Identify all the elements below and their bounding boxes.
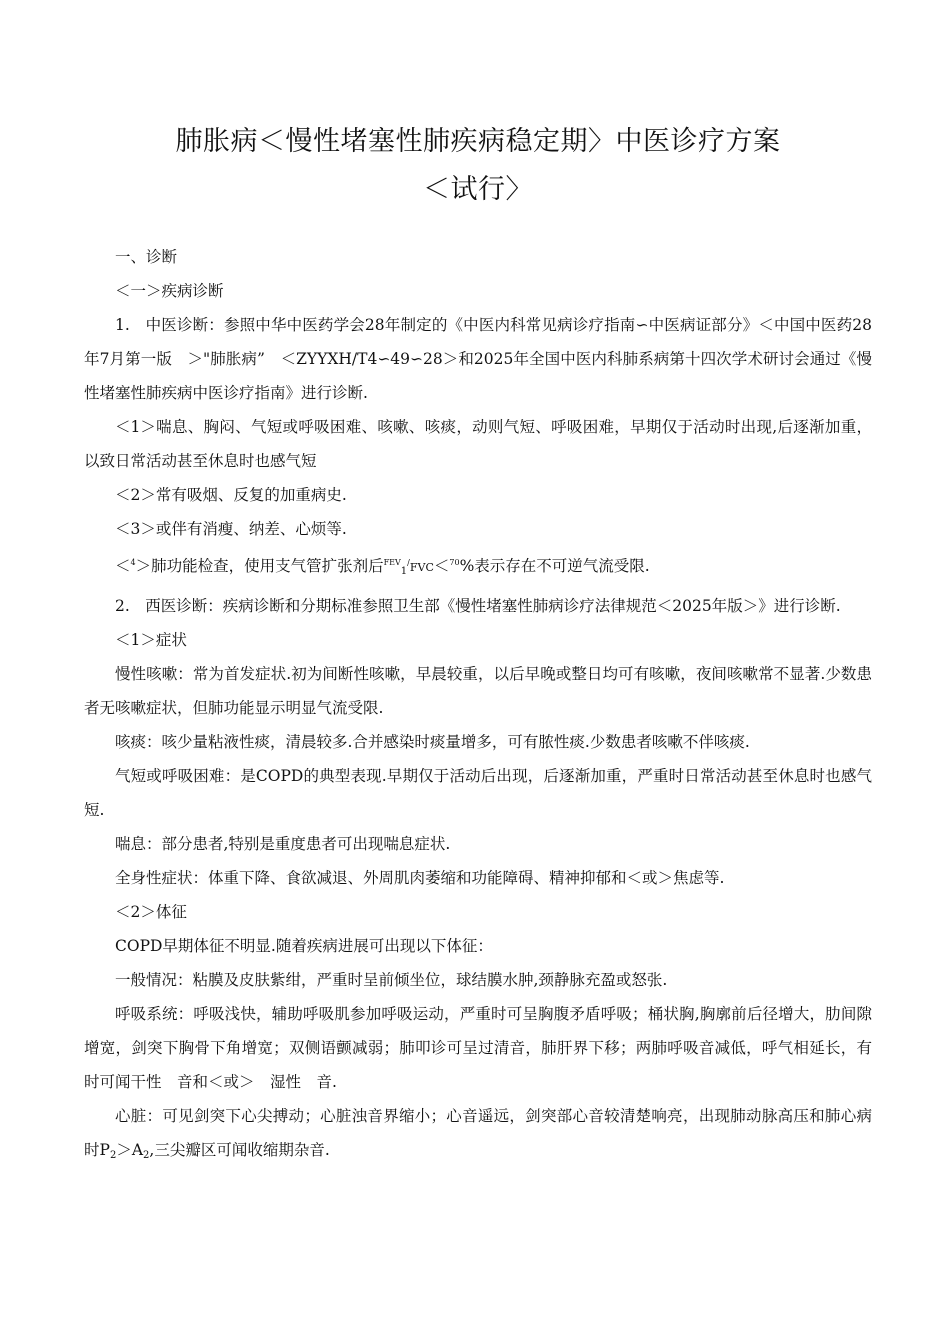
paragraph-chronic-cough: 慢性咳嗽：常为首发症状.初为间断性咳嗽，早晨较重，以后早晚或整日均可有咳嗽，夜间咳嗽常不显著.少数患者无咳嗽症状，但肺功能显示明显气流受限. bbox=[84, 665, 872, 717]
paragraph-early-signs: COPD早期体征不明显.随着疾病进展可出现以下体征： bbox=[115, 937, 493, 955]
spiro-number: 4 bbox=[130, 558, 136, 567]
document-page bbox=[84, 118, 872, 1173]
spiro-seventy: 70 bbox=[449, 558, 460, 567]
spiro-lt: ＜ bbox=[433, 557, 450, 575]
spiro-text-2: %表示存在不可逆气流受限. bbox=[459, 557, 650, 575]
spiro-text-1: ＞肺功能检查，使用支气管扩张剂后 bbox=[135, 557, 384, 575]
paragraph-systemic-symptoms: 全身性症状：体重下降、食欲减退、外周肌肉萎缩和功能障碍、精神抑郁和＜或＞焦虑等. bbox=[115, 869, 725, 887]
paragraph-dyspnea: 气短或呼吸困难：是COPD的典型表现.早期仅于活动后出现，后逐渐加重，严重时日常活动甚至休息时也感气短. bbox=[84, 767, 872, 819]
heart-sub-a: 2 bbox=[143, 1150, 150, 1161]
document-body bbox=[84, 240, 872, 1173]
section-heading-diagnosis: 一、诊断 bbox=[115, 248, 178, 266]
subsection-heading-signs: ＜2＞体征 bbox=[115, 903, 187, 921]
subsection-heading-symptoms: ＜1＞症状 bbox=[115, 631, 187, 649]
heart-text-1: 心脏：可见剑突下心尖搏动；心脏浊音界缩小；心音遥远，剑突部心音较清楚响亮，出现肺动脉高压和肺心病时P bbox=[84, 1107, 872, 1159]
heart-sub-p: 2 bbox=[109, 1150, 117, 1161]
paragraph-criterion-3: ＜3＞或伴有消瘦、纳差、心烦等. bbox=[115, 520, 347, 538]
paragraph-wheezing: 喘息：部分患者,特别是重度患者可出现喘息症状. bbox=[115, 835, 451, 853]
subsection-heading-disease-diagnosis: ＜一＞疾病诊断 bbox=[115, 282, 224, 300]
spiro-fvc: FVC bbox=[409, 561, 434, 574]
paragraph-criterion-2: ＜2＞常有吸烟、反复的加重病史. bbox=[115, 486, 347, 504]
heart-gt: ＞A bbox=[116, 1141, 144, 1159]
paragraph-heart bbox=[84, 1099, 872, 1173]
title-line-2: ＜试行〉 bbox=[423, 174, 533, 205]
title-line-1: 肺胀病＜慢性堵塞性肺疾病稳定期〉中医诊疗方案 bbox=[175, 126, 781, 157]
spiro-prefix: ＜ bbox=[115, 557, 131, 575]
heart-text-2: ,三尖瓣区可闻收缩期杂音. bbox=[149, 1141, 330, 1159]
paragraph-sputum: 咳痰：咳少量粘液性痰，清晨较多.合并感染时痰量增多，可有脓性痰.少数患者咳嗽不伴咳痰. bbox=[115, 733, 750, 751]
spiro-slash: / bbox=[407, 558, 410, 567]
spiro-fev: FEV bbox=[383, 558, 401, 567]
paragraph-criterion-1: ＜1＞喘息、胸闷、气短或呼吸困难、咳嗽、咳痰，动则气短、呼吸困难，早期仅于活动时出现,后逐渐加重，以致日常活动甚至休息时也感气短 bbox=[84, 418, 872, 470]
paragraph-tcm-diagnosis: 1. 中医诊断：参照中华中医药学会28年制定的《中医内科常见病诊疗指南∽中医病证部分》＜中国中医药28年7月第一版 ＞"肺胀病” ＜ZYYXH/T4∽49∽28＞和2025年全国中医内科肺系病第十四次学术研讨会通过《慢性堵塞性肺疾病中医诊疗指南》进行诊断. bbox=[84, 316, 872, 402]
paragraph-respiratory-system: 呼吸系统：呼吸浅快，辅助呼吸肌参加呼吸运动，严重时可呈胸腹矛盾呼吸；桶状胸,胸廓前后径增大，肋间隙增宽，剑突下胸骨下角增宽；双侧语颤减弱；肺叩诊可呈过清音，肺肝界下移；两肺呼吸音减低，呼气相延长，有时可闻干性 音和＜或＞ 湿性 音. bbox=[84, 1005, 872, 1091]
paragraph-criterion-4-spirometry bbox=[84, 546, 872, 589]
paragraph-general-condition: 一般情况：粘膜及皮肤紫绀，严重时呈前倾坐位，球结膜水肿,颈静脉充盈或怒张. bbox=[115, 971, 668, 989]
spiro-sub-1: 1 bbox=[400, 566, 408, 577]
paragraph-western-diagnosis: 2. 西医诊断：疾病诊断和分期标准参照卫生部《慢性堵塞性肺病诊疗法律规范＜2025年版＞》进行诊断. bbox=[115, 597, 841, 615]
document-title bbox=[84, 118, 872, 214]
